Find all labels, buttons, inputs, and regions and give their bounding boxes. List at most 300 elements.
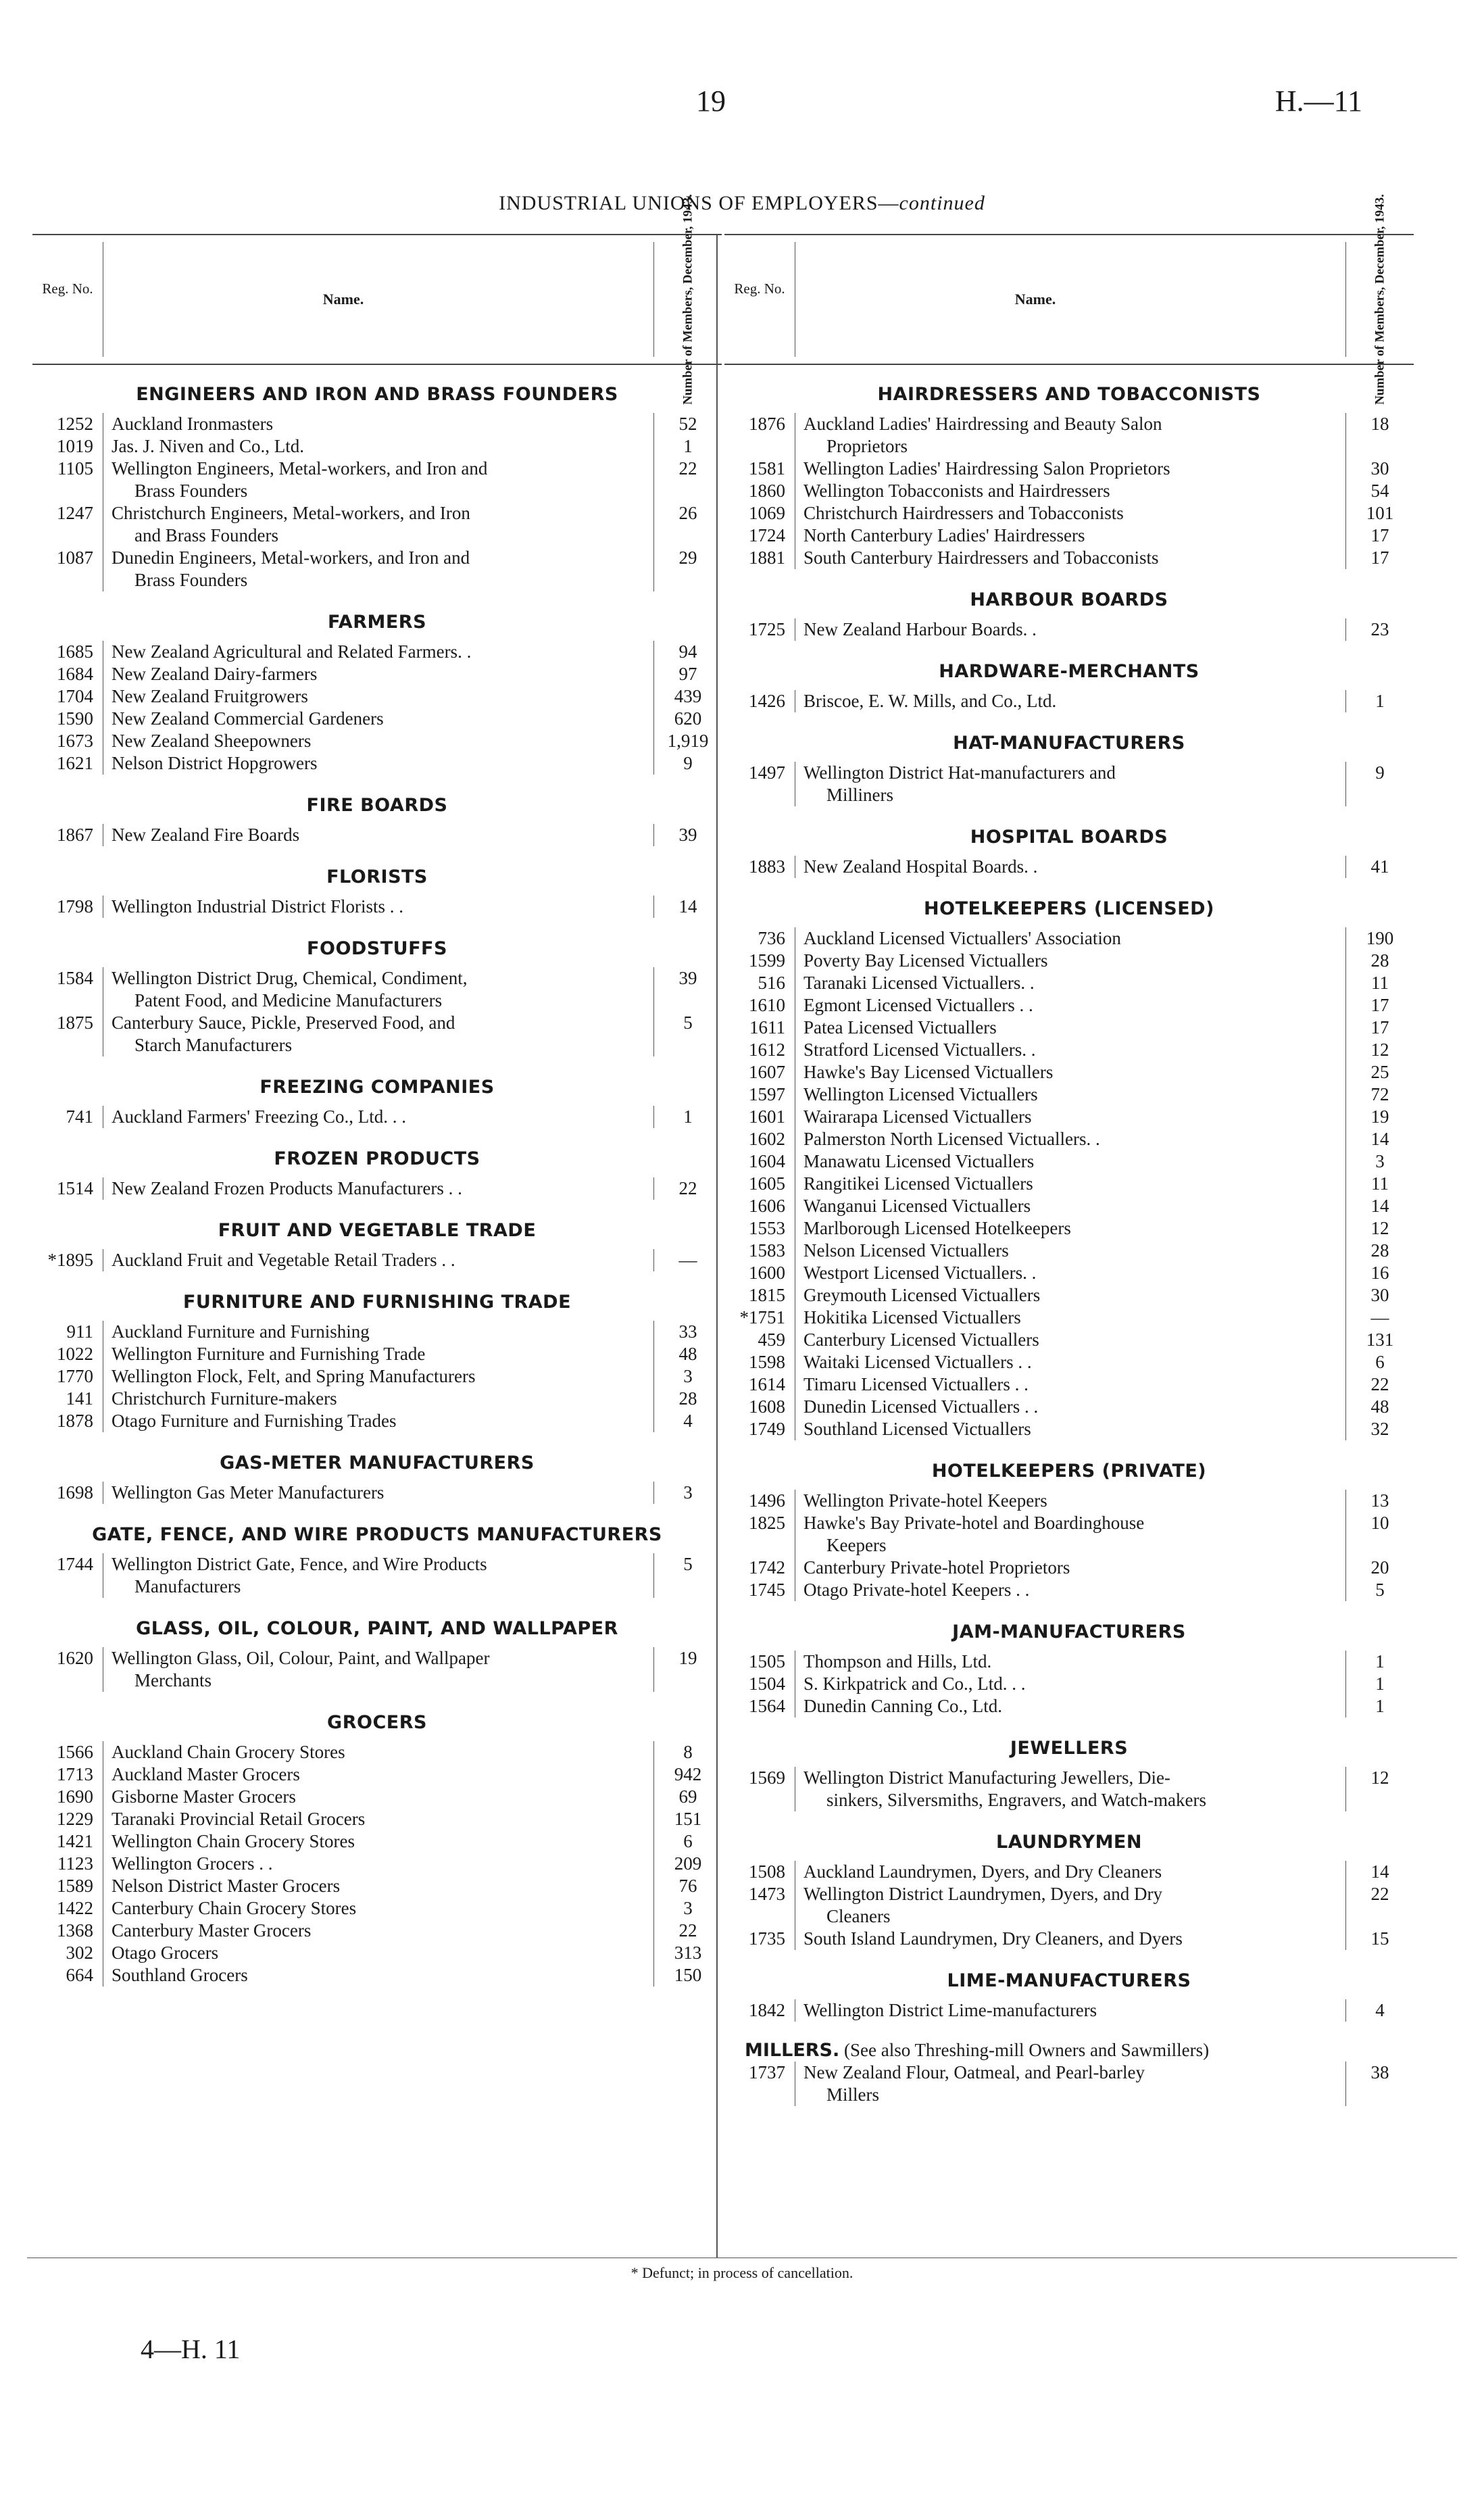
reg-number: 1860 — [749, 481, 785, 501]
union-name: Dunedin Engineers, Metal-workers, and Iron and Brass Founders — [103, 547, 653, 591]
union-name: Poverty Bay Licensed Victuallers — [795, 950, 1345, 972]
union-name: Otago Furniture and Furnishing Trades — [103, 1410, 653, 1432]
union-name: North Canterbury Ladies' Hairdressers — [795, 524, 1345, 547]
member-count: 5 — [1345, 1579, 1414, 1601]
table-row — [724, 1083, 1414, 1106]
reg-number: 1704 — [57, 686, 93, 706]
table-row — [724, 1128, 1414, 1150]
member-count: 54 — [1345, 480, 1414, 502]
reg-number: 1815 — [749, 1285, 785, 1305]
reg-number: 1601 — [749, 1106, 785, 1127]
member-count: 19 — [1345, 1106, 1414, 1128]
reg-number: 1724 — [749, 525, 785, 545]
reg-number: 1583 — [749, 1240, 785, 1261]
footer-reference: 4—H. 11 — [141, 2334, 241, 2364]
reg-number: 1514 — [57, 1178, 93, 1198]
union-name: Egmont Licensed Victuallers . . — [795, 994, 1345, 1017]
reg-no-header: Reg. No. — [734, 280, 785, 297]
section-heading: FLORISTS — [326, 867, 428, 887]
member-count: 15 — [1345, 1928, 1414, 1950]
table-row — [724, 480, 1414, 502]
union-name: Wellington Gas Meter Manufacturers — [103, 1482, 653, 1504]
union-name: Wanganui Licensed Victuallers — [795, 1195, 1345, 1217]
reg-number: 1422 — [57, 1898, 93, 1918]
union-name: Wellington Grocers . . — [103, 1853, 653, 1875]
table-row — [724, 2061, 1414, 2106]
reg-number: 1590 — [57, 708, 93, 729]
reg-number: 1742 — [749, 1557, 785, 1578]
section-heading: FRUIT AND VEGETABLE TRADE — [218, 1220, 537, 1241]
table-row — [724, 1673, 1414, 1695]
title-continued: continued — [899, 192, 985, 214]
reg-number: 664 — [66, 1965, 93, 1985]
table-row — [724, 1695, 1414, 1717]
union-name: Auckland Ironmasters — [103, 413, 653, 435]
table-row — [32, 458, 722, 502]
member-count: 12 — [1345, 1039, 1414, 1061]
member-count: 942 — [653, 1763, 722, 1786]
union-name: New Zealand Fruitgrowers — [103, 685, 653, 708]
table-row — [724, 1284, 1414, 1307]
table-row — [32, 1786, 722, 1808]
table-row — [724, 1351, 1414, 1373]
member-count: 30 — [1345, 1284, 1414, 1307]
union-name: Wellington District Hat-manufacturers and Milliners — [795, 762, 1345, 806]
member-count: 151 — [653, 1808, 722, 1830]
reg-number: 1105 — [57, 458, 93, 479]
reg-number: 1598 — [749, 1352, 785, 1372]
table-row — [32, 896, 722, 918]
member-count: 1 — [1345, 690, 1414, 712]
reg-number: 1610 — [749, 995, 785, 1015]
table-row — [724, 1490, 1414, 1512]
member-count: 8 — [653, 1741, 722, 1763]
reg-number: 1564 — [749, 1696, 785, 1716]
table-row — [32, 1741, 722, 1763]
union-name: Wellington Private-hotel Keepers — [795, 1490, 1345, 1512]
reg-number: 1698 — [57, 1482, 93, 1503]
table-row — [724, 1767, 1414, 1811]
union-name: Wellington Glass, Oil, Colour, Paint, and Wallpaper Merchants — [103, 1647, 653, 1692]
union-name: Southland Licensed Victuallers — [795, 1418, 1345, 1440]
footnote: * Defunct; in process of cancellation. — [630, 2264, 854, 2281]
union-name: Wellington Licensed Victuallers — [795, 1083, 1345, 1106]
union-name: Auckland Licensed Victuallers' Association — [795, 927, 1345, 950]
table-row — [724, 1883, 1414, 1928]
union-name: Taranaki Licensed Victuallers. . — [795, 972, 1345, 994]
member-count: 41 — [1345, 856, 1414, 878]
union-name: Greymouth Licensed Victuallers — [795, 1284, 1345, 1307]
union-name: Auckland Chain Grocery Stores — [103, 1741, 653, 1763]
page-number: 19 — [696, 84, 726, 118]
member-count: 28 — [1345, 1240, 1414, 1262]
table-row — [32, 1647, 722, 1692]
table-row — [724, 1418, 1414, 1440]
union-name: Marlborough Licensed Hotelkeepers — [795, 1217, 1345, 1240]
union-name: New Zealand Hospital Boards. . — [795, 856, 1345, 878]
member-count: 9 — [1345, 762, 1414, 806]
table-row — [32, 1321, 722, 1343]
member-count: 5 — [653, 1553, 722, 1598]
member-count: 94 — [653, 641, 722, 663]
table-row — [32, 502, 722, 547]
member-count: 6 — [1345, 1351, 1414, 1373]
reg-number: 1553 — [749, 1218, 785, 1238]
member-count: 16 — [1345, 1262, 1414, 1284]
member-count: 22 — [1345, 1373, 1414, 1396]
union-name: Nelson District Hopgrowers — [103, 752, 653, 775]
union-name: Rangitikei Licensed Victuallers — [795, 1173, 1345, 1195]
members-header: Number of Members, December, 1943. — [1372, 194, 1387, 405]
table-row — [724, 927, 1414, 950]
right-table-body — [724, 365, 1414, 2022]
table-row — [724, 994, 1414, 1017]
reg-number: *1895 — [47, 1250, 93, 1270]
reg-number: 1684 — [57, 664, 93, 684]
reg-number: 1473 — [749, 1884, 785, 1904]
member-count: 9 — [653, 752, 722, 775]
union-name: Wellington Furniture and Furnishing Trade — [103, 1343, 653, 1365]
table-row — [32, 1106, 722, 1128]
reg-number: 1685 — [57, 641, 93, 662]
section-heading: GLASS, OIL, COLOUR, PAINT, AND WALLPAPER — [136, 1618, 618, 1639]
member-count: 19 — [653, 1647, 722, 1692]
reg-number: 1597 — [749, 1084, 785, 1104]
table-row — [32, 967, 722, 1012]
reg-number: 1673 — [57, 731, 93, 751]
table-row — [724, 1039, 1414, 1061]
table-row — [724, 1195, 1414, 1217]
table-row — [724, 413, 1414, 458]
section-heading: HOTELKEEPERS (PRIVATE) — [931, 1461, 1207, 1482]
table-row — [724, 618, 1414, 641]
reg-number: 141 — [66, 1388, 93, 1409]
section-heading: FURNITURE AND FURNISHING TRADE — [182, 1292, 572, 1313]
reg-number: 1881 — [749, 547, 785, 568]
reg-number: 1505 — [749, 1651, 785, 1672]
member-count: 33 — [653, 1321, 722, 1343]
member-count: 30 — [1345, 458, 1414, 480]
member-count: 72 — [1345, 1083, 1414, 1106]
table-row — [32, 663, 722, 685]
member-count: 22 — [1345, 1883, 1414, 1928]
union-name: New Zealand Dairy-farmers — [103, 663, 653, 685]
reg-number: 1605 — [749, 1173, 785, 1194]
union-name: Thompson and Hills, Ltd. — [795, 1651, 1345, 1673]
member-count: 14 — [1345, 1195, 1414, 1217]
member-count: 14 — [1345, 1861, 1414, 1883]
member-count: 97 — [653, 663, 722, 685]
table-row — [32, 435, 722, 458]
table-row — [32, 547, 722, 591]
union-name: South Island Laundrymen, Dry Cleaners, and Dyers — [795, 1928, 1345, 1950]
reg-number: 1252 — [57, 414, 93, 434]
member-count: 39 — [653, 967, 722, 1012]
table-row — [32, 641, 722, 663]
reg-number: 1621 — [57, 753, 93, 773]
reg-number: 1612 — [749, 1040, 785, 1060]
table-row — [724, 972, 1414, 994]
section-heading: FIRE BOARDS — [306, 795, 448, 816]
section-heading: FARMERS — [327, 612, 427, 633]
table-row — [32, 1920, 722, 1942]
table-row — [724, 1150, 1414, 1173]
reg-number: 516 — [758, 973, 785, 993]
table-row — [724, 524, 1414, 547]
reg-number: 911 — [66, 1321, 93, 1342]
reg-number: 1876 — [749, 414, 785, 434]
table-row — [724, 1307, 1414, 1329]
union-name: Wellington Flock, Felt, and Spring Manufacturers — [103, 1365, 653, 1388]
union-name: Wellington Engineers, Metal-workers, and Iron and Brass Founders — [103, 458, 653, 502]
union-name: New Zealand Flour, Oatmeal, and Pearl-barley Millers — [795, 2061, 1345, 2106]
union-name: Wellington Industrial District Florists . . — [103, 896, 653, 918]
union-name: Wellington District Laundrymen, Dyers, and Dry Cleaners — [795, 1883, 1345, 1928]
table-row — [32, 752, 722, 775]
table-row — [32, 1763, 722, 1786]
table-row — [32, 1942, 722, 1964]
reg-number: 1825 — [749, 1513, 785, 1533]
table-row — [724, 1173, 1414, 1195]
union-name: New Zealand Fire Boards — [103, 824, 653, 846]
reg-number: 1842 — [749, 2000, 785, 2020]
page-title — [0, 192, 1484, 215]
member-count: 69 — [653, 1786, 722, 1808]
union-name: Wellington Ladies' Hairdressing Salon Proprietors — [795, 458, 1345, 480]
section-heading: FROZEN PRODUCTS — [274, 1148, 480, 1169]
union-name: Christchurch Furniture-makers — [103, 1388, 653, 1410]
member-count: 4 — [653, 1410, 722, 1432]
reg-number: 1883 — [749, 856, 785, 877]
member-count: 4 — [1345, 1999, 1414, 2022]
member-count: 1 — [1345, 1673, 1414, 1695]
table-row — [724, 690, 1414, 712]
member-count: 439 — [653, 685, 722, 708]
reg-number: 1798 — [57, 896, 93, 917]
reg-number: 1566 — [57, 1742, 93, 1762]
reg-number: 1069 — [749, 503, 785, 523]
reg-number: 1602 — [749, 1129, 785, 1149]
member-count: 25 — [1345, 1061, 1414, 1083]
reg-number: 1620 — [57, 1648, 93, 1668]
reg-number: 1584 — [57, 968, 93, 988]
reg-number: 1022 — [57, 1344, 93, 1364]
union-name: Gisborne Master Grocers — [103, 1786, 653, 1808]
table-row — [32, 1853, 722, 1875]
member-count: 22 — [653, 458, 722, 502]
reg-number: 1421 — [57, 1831, 93, 1851]
member-count: 38 — [1345, 2061, 1414, 2106]
union-name: Stratford Licensed Victuallers. . — [795, 1039, 1345, 1061]
table-row — [724, 1557, 1414, 1579]
union-name: Wellington District Manufacturing Jewellers, Die- sinkers, Silversmiths, Engravers, and Watch-makers — [795, 1767, 1345, 1811]
table-row — [32, 1388, 722, 1410]
reg-number: 1744 — [57, 1554, 93, 1574]
reg-number: 1608 — [749, 1396, 785, 1417]
union-name: Auckland Master Grocers — [103, 1763, 653, 1786]
table-row — [724, 1262, 1414, 1284]
name-header: Name. — [322, 291, 364, 308]
member-count: 14 — [653, 896, 722, 918]
union-name: S. Kirkpatrick and Co., Ltd. . . — [795, 1673, 1345, 1695]
title-main: INDUSTRIAL UNIONS OF EMPLOYERS— — [499, 192, 899, 214]
reg-number: 1606 — [749, 1196, 785, 1216]
member-count: 150 — [653, 1964, 722, 1986]
table-row — [32, 1875, 722, 1897]
union-name: Canterbury Sauce, Pickle, Preserved Food, and Starch Manufacturers — [103, 1012, 653, 1056]
reg-number: 1770 — [57, 1366, 93, 1386]
member-count: 39 — [653, 824, 722, 846]
reg-number: 1867 — [57, 825, 93, 845]
table-row — [32, 1012, 722, 1056]
table-row — [32, 413, 722, 435]
table-row — [32, 685, 722, 708]
member-count: 48 — [1345, 1396, 1414, 1418]
table-row — [724, 1396, 1414, 1418]
union-name: Canterbury Licensed Victuallers — [795, 1329, 1345, 1351]
table-row — [724, 950, 1414, 972]
table-row — [32, 1553, 722, 1598]
table-row — [724, 1017, 1414, 1039]
table-row — [32, 1177, 722, 1200]
union-name: Manawatu Licensed Victuallers — [795, 1150, 1345, 1173]
section-heading: GAS-METER MANUFACTURERS — [220, 1453, 535, 1473]
union-name: Waitaki Licensed Victuallers . . — [795, 1351, 1345, 1373]
union-name: Wellington Tobacconists and Hairdressers — [795, 480, 1345, 502]
section-heading: HARDWARE-MERCHANTS — [939, 661, 1199, 682]
reg-number: 1690 — [57, 1786, 93, 1807]
section-heading: FREEZING COMPANIES — [259, 1077, 495, 1098]
section-heading: HAT-MANUFACTURERS — [953, 733, 1185, 754]
member-count: 17 — [1345, 994, 1414, 1017]
reg-number: 1569 — [749, 1767, 785, 1788]
table-row — [32, 730, 722, 752]
union-name: Auckland Farmers' Freezing Co., Ltd. . . — [103, 1106, 653, 1128]
reg-number: 1087 — [57, 547, 93, 568]
table-row — [32, 1964, 722, 1986]
reg-number: 1607 — [749, 1062, 785, 1082]
union-name: Nelson District Master Grocers — [103, 1875, 653, 1897]
table-row — [724, 1928, 1414, 1950]
union-name: Hokitika Licensed Victuallers — [795, 1307, 1345, 1329]
table-row — [724, 1373, 1414, 1396]
reg-number: 1600 — [749, 1263, 785, 1283]
member-count: 131 — [1345, 1329, 1414, 1351]
section-heading: JEWELLERS — [1010, 1738, 1129, 1759]
member-count: 13 — [1345, 1490, 1414, 1512]
member-count: 12 — [1345, 1217, 1414, 1240]
union-name: Dunedin Licensed Victuallers . . — [795, 1396, 1345, 1418]
section-heading: LIME-MANUFACTURERS — [947, 1970, 1191, 1991]
section-heading: GATE, FENCE, AND WIRE PRODUCTS MANUFACTURERS — [92, 1524, 662, 1545]
reg-number: 1604 — [749, 1151, 785, 1171]
member-count: 17 — [1345, 1017, 1414, 1039]
union-name: New Zealand Agricultural and Related Farmers. . — [103, 641, 653, 663]
reg-number: 1508 — [749, 1861, 785, 1882]
reg-number: 1229 — [57, 1809, 93, 1829]
member-count: 22 — [653, 1920, 722, 1942]
member-count: 11 — [1345, 1173, 1414, 1195]
member-count: 3 — [1345, 1150, 1414, 1173]
reg-number: 1737 — [749, 2062, 785, 2082]
union-name: Dunedin Canning Co., Ltd. — [795, 1695, 1345, 1717]
member-count: 6 — [653, 1830, 722, 1853]
table-row — [32, 1410, 722, 1432]
union-name: Hawke's Bay Licensed Victuallers — [795, 1061, 1345, 1083]
reg-number: 741 — [66, 1106, 93, 1127]
reg-number: 1599 — [749, 950, 785, 971]
member-count: 5 — [653, 1012, 722, 1056]
reg-number: 736 — [758, 928, 785, 948]
union-name: Westport Licensed Victuallers. . — [795, 1262, 1345, 1284]
table-row — [724, 1240, 1414, 1262]
member-count: 190 — [1345, 927, 1414, 950]
table-row — [724, 458, 1414, 480]
union-name: Auckland Laundrymen, Dyers, and Dry Cleaners — [795, 1861, 1345, 1883]
member-count: 11 — [1345, 972, 1414, 994]
table-row — [32, 1830, 722, 1853]
member-count: 1 — [653, 435, 722, 458]
union-name: New Zealand Commercial Gardeners — [103, 708, 653, 730]
table-row — [32, 1897, 722, 1920]
table-row — [32, 1249, 722, 1271]
member-count: 209 — [653, 1853, 722, 1875]
union-name: Canterbury Master Grocers — [103, 1920, 653, 1942]
union-name: Auckland Furniture and Furnishing — [103, 1321, 653, 1343]
reg-number: *1751 — [739, 1307, 785, 1327]
member-count: 76 — [653, 1875, 722, 1897]
reg-number: 1504 — [749, 1674, 785, 1694]
table-row — [724, 762, 1414, 806]
table-row — [32, 1343, 722, 1365]
reg-number: 1496 — [749, 1490, 785, 1511]
union-name: New Zealand Sheepowners — [103, 730, 653, 752]
reg-number: 1611 — [749, 1017, 785, 1038]
member-count: 29 — [653, 547, 722, 591]
section-heading: JAM-MANUFACTURERS — [952, 1621, 1186, 1642]
member-count: 10 — [1345, 1512, 1414, 1557]
union-name: Christchurch Engineers, Metal-workers, and Iron and Brass Founders — [103, 502, 653, 547]
reg-number: 1497 — [749, 762, 785, 783]
member-count: 17 — [1345, 524, 1414, 547]
union-name: Christchurch Hairdressers and Tobacconists — [795, 502, 1345, 524]
reg-number: 1019 — [57, 436, 93, 456]
union-name: Taranaki Provincial Retail Grocers — [103, 1808, 653, 1830]
reg-number: 1589 — [57, 1876, 93, 1896]
union-name: South Canterbury Hairdressers and Tobacconists — [795, 547, 1345, 569]
member-count: 23 — [1345, 618, 1414, 641]
member-count: 3 — [653, 1365, 722, 1388]
union-name: Wellington Chain Grocery Stores — [103, 1830, 653, 1853]
union-name: Nelson Licensed Victuallers — [795, 1240, 1345, 1262]
union-name: Auckland Ladies' Hairdressing and Beauty Salon Proprietors — [795, 413, 1345, 458]
member-count: 52 — [653, 413, 722, 435]
section-heading: LAUNDRYMEN — [996, 1832, 1142, 1853]
reg-number: 1749 — [749, 1419, 785, 1439]
member-count: 3 — [653, 1482, 722, 1504]
reg-number: 1581 — [749, 458, 785, 479]
left-table-body — [32, 365, 722, 1986]
member-count: 28 — [1345, 950, 1414, 972]
member-count: 620 — [653, 708, 722, 730]
member-count: 12 — [1345, 1767, 1414, 1811]
table-row — [724, 1512, 1414, 1557]
union-name: Palmerston North Licensed Victuallers. . — [795, 1128, 1345, 1150]
member-count: 17 — [1345, 547, 1414, 569]
reg-number: 1368 — [57, 1920, 93, 1941]
union-name: Hawke's Bay Private-hotel and Boardinghouse Keepers — [795, 1512, 1345, 1557]
member-count: 32 — [1345, 1418, 1414, 1440]
